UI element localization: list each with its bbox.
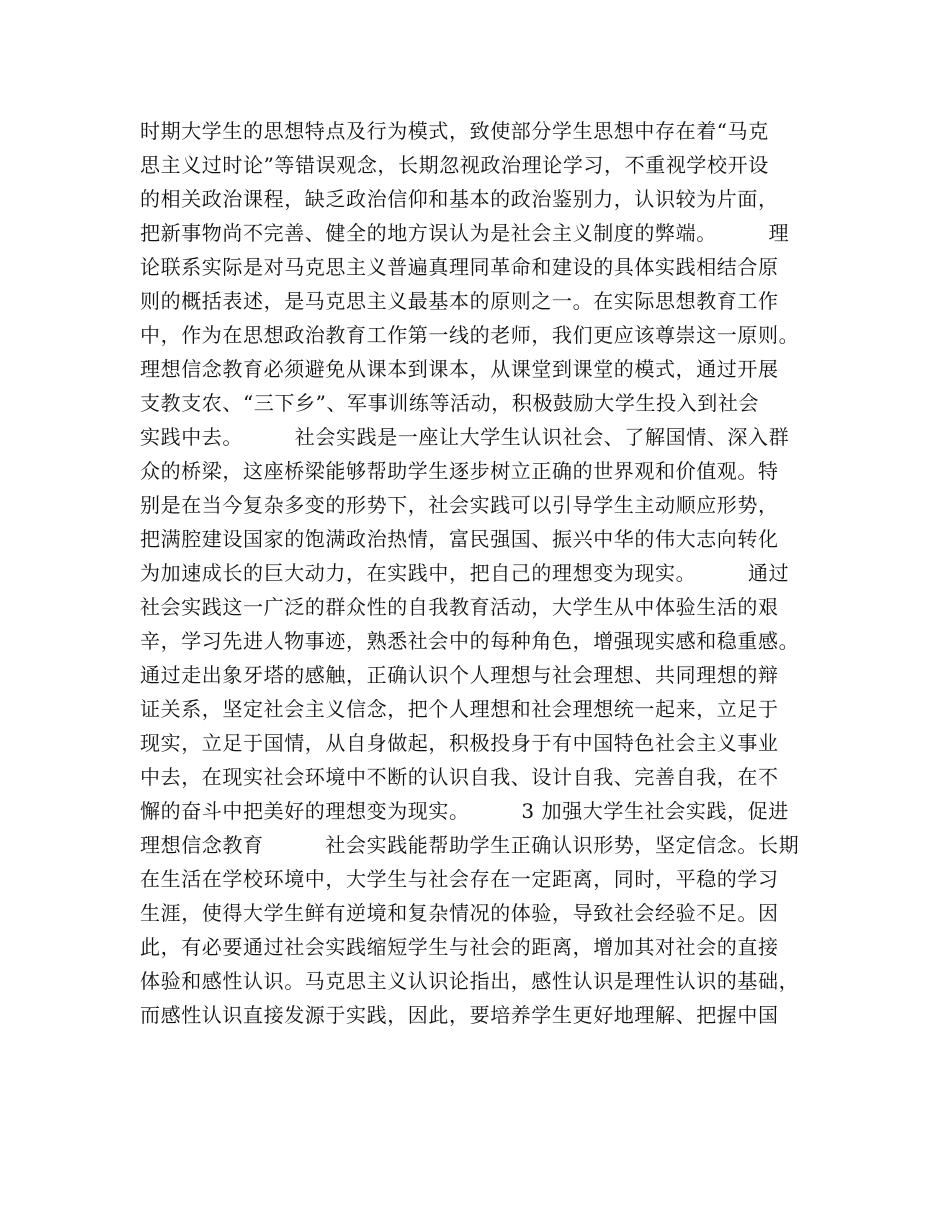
- text-line: 理想信念教育 社会实践能帮助学生正确认识形势，坚定信念。长期: [140, 833, 800, 857]
- text-line: 实践中去。 社会实践是一座让大学生认识社会、了解国情、深入群: [140, 425, 790, 449]
- text-line: 在生活在学校环境中，大学生与社会存在一定距离，同时，平稳的学习: [140, 867, 779, 891]
- text-line: 现实，立足于国情，从自身做起，积极投身于有中国特色社会主义事业: [140, 731, 779, 755]
- text-line: 中去，在现实社会环境中不断的认识自我、设计自我、完善自我，在不: [140, 765, 779, 789]
- text-line: 理想信念教育必须避免从课本到课本，从课堂到课堂的模式，通过开展: [140, 357, 779, 381]
- text-line: 社会实践这一广泛的群众性的自我教育活动，大学生从中体验生活的艰: [140, 595, 779, 619]
- text-line: 体验和感性认识。马克思主义认识论指出，感性认识是理性认识的基础，: [140, 969, 800, 993]
- text-line: 辛，学习先进人物事迹，熟悉社会中的每种角色，增强现实感和稳重感。: [140, 629, 800, 653]
- text-line: 中，作为在思想政治教育工作第一线的老师，我们更应该尊崇这一原则。: [140, 323, 800, 347]
- body-text: [140, 114, 830, 1032]
- text-line: 证关系，坚定社会主义信念，把个人理想和社会理想统一起来，立足于: [140, 697, 779, 721]
- text-line: 把满腔建设国家的饱满政治热情，富民强国、振兴中华的伟大志向转化: [140, 527, 779, 551]
- text-line: 通过走出象牙塔的感触，正确认识个人理想与社会理想、共同理想的辩: [140, 663, 779, 687]
- text-line: 则的概括表述，是马克思主义最基本的原则之一。在实际思想教育工作: [140, 289, 779, 313]
- text-line: 为加速成长的巨大动力，在实践中，把自己的理想变为现实。 通过: [140, 561, 790, 585]
- text-line: 论联系实际是对马克思主义普遍真理同革命和建设的具体实践相结合原: [140, 255, 779, 279]
- text-line: 支教支农、“三下乡”、军事训练等活动，积极鼓励大学生投入到社会: [140, 391, 760, 415]
- text-line: 时期大学生的思想特点及行为模式，致使部分学生思想中存在着“马克: [140, 119, 769, 143]
- text-line: 众的桥梁，这座桥梁能够帮助学生逐步树立正确的世界观和价值观。特: [140, 459, 779, 483]
- text-line: 而感性认识直接发源于实践，因此，要培养学生更好地理解、把握中国: [140, 1003, 779, 1027]
- text-line: 别是在当今复杂多变的形势下，社会实践可以引导学生主动顺应形势，: [140, 493, 779, 517]
- text-line: 的相关政治课程，缺乏政治信仰和基本的政治鉴别力，认识较为片面，: [140, 187, 779, 211]
- text-line: 把新事物尚不完善、健全的地方误认为是社会主义制度的弊端。 理: [140, 221, 790, 245]
- text-line: 懈的奋斗中把美好的理想变为现实。 3 加强大学生社会实践，促进: [140, 799, 789, 823]
- text-line: 思主义过时论”等错误观念，长期忽视政治理论学习，不重视学校开设: [140, 153, 769, 177]
- text-line: 生涯，使得大学生鲜有逆境和复杂情况的体验，导致社会经验不足。因: [140, 901, 779, 925]
- text-line: 此，有必要通过社会实践缩短学生与社会的距离，增加其对社会的直接: [140, 935, 779, 959]
